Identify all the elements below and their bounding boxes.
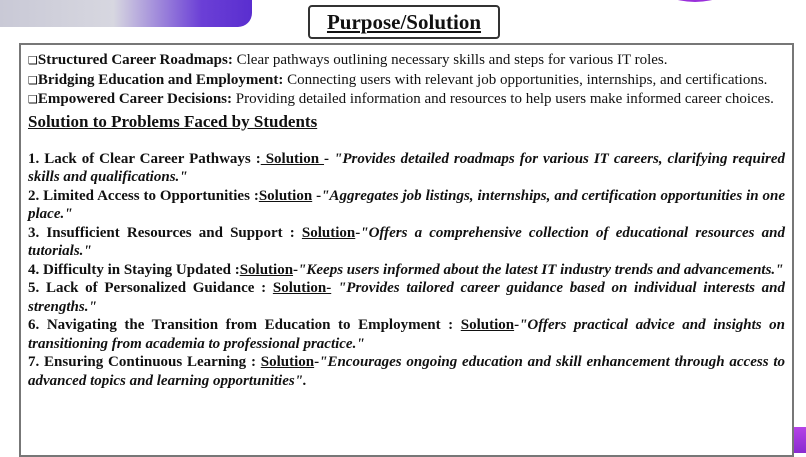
problem-text: 7. Ensuring Continuous Learning : (28, 354, 261, 370)
solution-label: Solution (260, 150, 325, 167)
problem-solution-item (28, 187, 785, 224)
section-heading: Solution to Problems Faced by Students (28, 111, 318, 131)
separator: - (324, 150, 334, 167)
problem-text: 4. Difficulty in Staying Updated : (28, 261, 240, 278)
solution-label: Solution- (272, 280, 332, 296)
problem-text: 3. Insufficient Resources and Support : (28, 224, 302, 241)
solution-quote: "Encourages ongoing education and skill enhancement through access to advanced topics and learning opportunities". (28, 354, 785, 389)
solution-label: Solution (301, 224, 356, 241)
solution-label: Solution (258, 187, 313, 204)
problem-text: 5. Lack of Personalized Guidance : (28, 280, 273, 296)
slide-title-box (308, 5, 500, 39)
solution-quote: "Aggregates job listings, internships, and certification opportunities in one place." (28, 187, 785, 222)
solution-quote: "Keeps users informed about the latest IT industry trends and advancements." (298, 261, 784, 278)
bullet-text: Clear pathways outlining necessary skills and steps for various IT roles. (236, 52, 668, 68)
problem-text: 2. Limited Access to Opportunities : (28, 187, 259, 204)
solution-label: Solution (239, 261, 294, 278)
decorative-strip-bottom-right (794, 427, 806, 453)
problem-solution-item (28, 316, 785, 353)
solution-quote: "Provides detailed roadmaps for various IT careers, clarifying required skills and qualifications." (28, 150, 785, 185)
separator: - (293, 261, 299, 278)
bullet-text: Connecting users with relevant job opportunities, internships, and certifications. (287, 71, 768, 88)
slide-title: Purpose/Solution (326, 9, 482, 34)
solution-label: Solution (460, 317, 515, 333)
bullet-item (28, 90, 785, 110)
separator: - (312, 187, 322, 204)
problem-solution-item (28, 224, 785, 261)
bullet-text: Providing detailed information and resources to help users make informed career choices. (235, 91, 774, 107)
bullet-item (28, 51, 785, 71)
separator: - (514, 317, 520, 333)
problem-solution-item (28, 353, 785, 390)
separator: - (355, 224, 361, 241)
separator: - (314, 354, 320, 370)
checkbox-bullet-icon: ❑ (28, 73, 38, 87)
bullet-label: Bridging Education and Employment: (37, 71, 284, 88)
problem-solution-item (28, 150, 785, 187)
bullet-label: Empowered Career Decisions: (37, 91, 233, 107)
problem-solution-item (28, 261, 785, 280)
decorative-banner-top-left (0, 0, 252, 27)
solution-quote: "Offers a comprehensive collection of educational resources and tutorials." (28, 224, 786, 259)
bullet-item (28, 71, 785, 91)
problem-solution-item (28, 279, 785, 316)
separator (331, 280, 338, 296)
solution-label: Solution (260, 354, 315, 370)
solution-quote: "Offers practical advice and insights on transitioning from academia to professional practice." (28, 317, 785, 352)
checkbox-bullet-icon: ❑ (28, 54, 38, 67)
problem-text: 1. Lack of Clear Career Pathways : (28, 150, 261, 167)
bullet-label: Structured Career Roadmaps: (37, 52, 233, 68)
decorative-circle-top-right (620, 0, 770, 2)
problem-text: 6. Navigating the Transition from Education to Employment : (28, 317, 461, 333)
checkbox-bullet-icon: ❑ (28, 93, 38, 106)
spacer (28, 133, 785, 150)
content-panel (19, 43, 794, 457)
solution-quote: "Provides tailored career guidance based on individual interests and strengths." (28, 280, 786, 315)
